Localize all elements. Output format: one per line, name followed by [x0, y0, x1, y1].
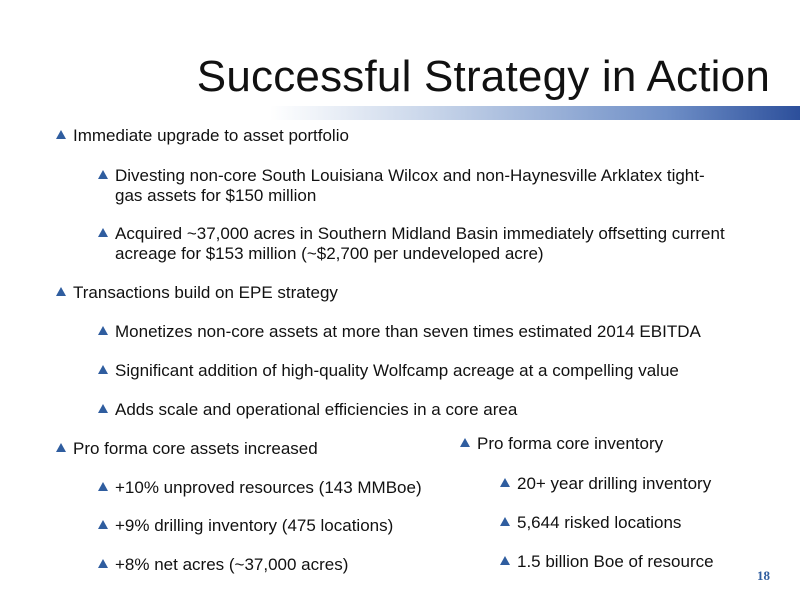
triangle-up-icon [460, 438, 470, 447]
bullet-text: Adds scale and operational efficiencies in a core area [115, 400, 518, 419]
bullet-portfolio-item-2 [98, 224, 738, 264]
bullet-core-assets-heading [56, 439, 318, 459]
triangle-up-icon [98, 228, 108, 237]
triangle-up-icon [98, 520, 108, 529]
bullet-text: Acquired ~37,000 acres in Southern Midland Basin immediately offsetting current acreage for $153 million (~$2,700 per undeveloped acre) [115, 224, 725, 263]
bullet-core-assets-item-3 [98, 555, 448, 575]
bullet-text: Monetizes non-core assets at more than seven times estimated 2014 EBITDA [115, 322, 701, 341]
bullet-inventory-item-1 [500, 474, 711, 494]
bullet-text: Transactions build on EPE strategy [73, 283, 338, 302]
triangle-up-icon [98, 365, 108, 374]
bullet-text: +10% unproved resources (143 MMBoe) [115, 478, 422, 497]
triangle-up-icon [56, 287, 66, 296]
bullet-inventory-item-3 [500, 552, 714, 572]
bullet-text: +8% net acres (~37,000 acres) [115, 555, 349, 574]
triangle-up-icon [500, 478, 510, 487]
triangle-up-icon [98, 559, 108, 568]
triangle-up-icon [500, 517, 510, 526]
triangle-up-icon [98, 326, 108, 335]
triangle-up-icon [98, 482, 108, 491]
bullet-strategy-item-3 [98, 400, 738, 420]
bullet-portfolio-item-1 [98, 166, 708, 206]
bullet-core-assets-item-1 [98, 478, 448, 498]
bullet-inventory-item-2 [500, 513, 681, 533]
bullet-core-assets-item-2 [98, 516, 448, 536]
triangle-up-icon [56, 443, 66, 452]
triangle-up-icon [98, 170, 108, 179]
triangle-up-icon [98, 404, 108, 413]
bullet-text: 20+ year drilling inventory [517, 474, 712, 493]
slide-title: Successful Strategy in Action [196, 52, 770, 101]
bullet-portfolio-heading [56, 126, 349, 146]
bullet-text: Significant addition of high-quality Wolfcamp acreage at a compelling value [115, 361, 679, 380]
bullet-strategy-item-2 [98, 361, 738, 381]
bullet-text: 5,644 risked locations [517, 513, 682, 532]
triangle-up-icon [500, 556, 510, 565]
bullet-strategy-item-1 [98, 322, 738, 342]
triangle-up-icon [56, 130, 66, 139]
bullet-text: Immediate upgrade to asset portfolio [73, 126, 349, 145]
bullet-text: Pro forma core inventory [477, 434, 664, 453]
bullet-inventory-heading [460, 434, 663, 454]
page-number: 18 [757, 568, 770, 583]
bullet-strategy-heading [56, 283, 338, 303]
bullet-text: 1.5 billion Boe of resource [517, 552, 714, 571]
bullet-text: Pro forma core assets increased [73, 439, 318, 458]
bullet-text: +9% drilling inventory (475 locations) [115, 516, 394, 535]
bullet-text: Divesting non-core South Louisiana Wilcox and non-Haynesville Arklatex tight-gas assets for $150 million [115, 166, 705, 205]
title-underline-bar [270, 106, 800, 120]
